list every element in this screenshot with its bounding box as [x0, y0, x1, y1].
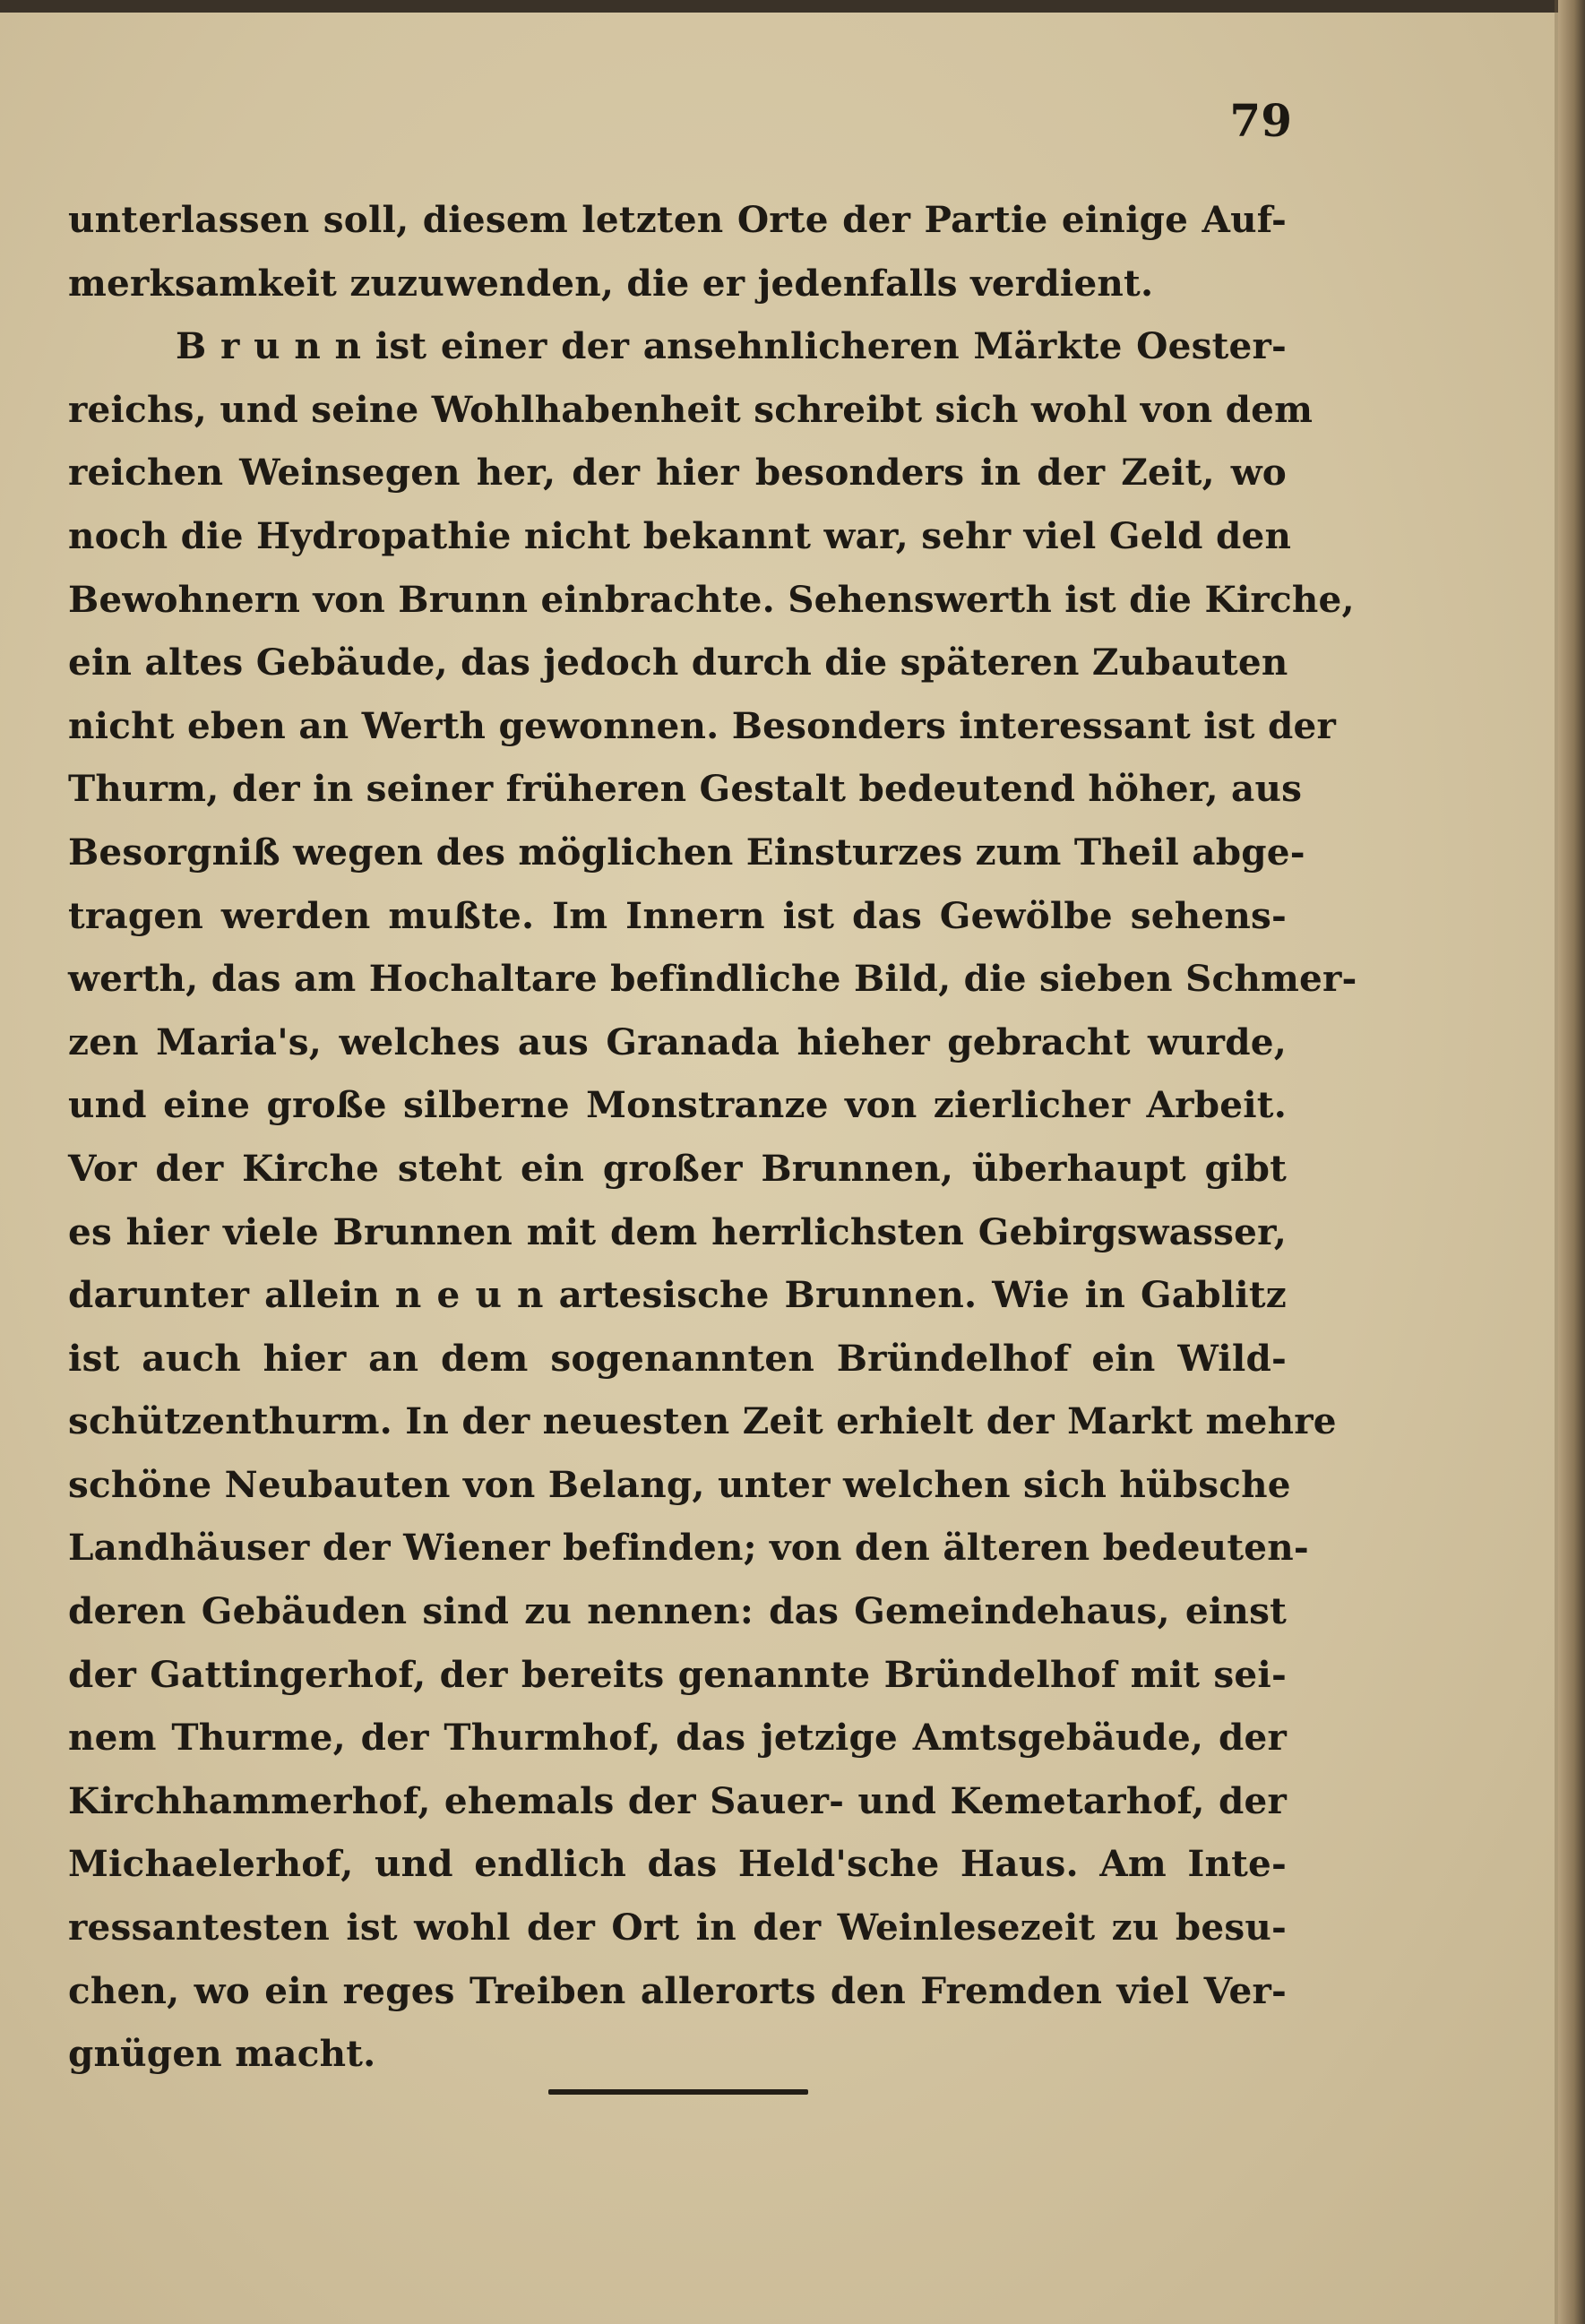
text-line: merksamkeit zuzuwenden, die er jedenfalls verdient. [68, 261, 1154, 305]
text-line: Besorgniß wegen des möglichen Einsturzes zum Theil abge- [68, 830, 1305, 874]
text-line: tragen werden mußte. Im Innern ist das Gewölbe sehens- [68, 893, 1287, 937]
text-line: darunter allein n e u n artesische Brunnen. Wie in Gablitz [68, 1273, 1287, 1317]
text-line: ist auch hier an dem sogenannten Bründelhof ein Wild- [68, 1336, 1287, 1380]
text-line: werth, das am Hochaltare befindliche Bild, die sieben Schmer- [68, 957, 1357, 1001]
text-line: es hier viele Brunnen mit dem herrlichsten Gebirgswasser, [68, 1209, 1287, 1253]
text-line: Vor der Kirche steht ein großer Brunnen, überhaupt gibt [68, 1146, 1287, 1190]
text-line: schützenthurm. In der neuesten Zeit erhielt der Markt mehre [68, 1399, 1337, 1443]
book-spine-edge [1558, 0, 1585, 2324]
scan-top-edge [0, 0, 1585, 13]
text-line: zen Maria's, welches aus Granada hieher gebracht wurde, [68, 1020, 1287, 1063]
text-line: reichs, und seine Wohlhabenheit schreibt sich wohl von dem [68, 387, 1314, 431]
section-divider-rule [548, 2089, 808, 2095]
text-line: noch die Hydropathie nicht bekannt war, sehr viel Geld den [68, 513, 1292, 557]
text-line: reichen Weinsegen her, der hier besonders in der Zeit, wo [68, 451, 1287, 495]
text-line: deren Gebäuden sind zu nennen: das Gemeindehaus, einst [68, 1589, 1287, 1633]
text-line: Bewohnern von Brunn einbrachte. Sehenswerth ist die Kirche, [68, 577, 1355, 621]
text-line: B r u n n ist einer der ansehnlicheren Märkte Oester- [176, 324, 1287, 368]
text-line: chen, wo ein reges Treiben allerorts den Fremden viel Ver- [68, 1968, 1287, 2012]
text-line: ein altes Gebäude, das jedoch durch die späteren Zubauten [68, 641, 1288, 684]
body-text [68, 188, 1357, 2086]
text-line: schöne Neubauten von Belang, unter welchen sich hübsche [68, 1462, 1291, 1506]
text-line: Landhäuser der Wiener befinden; von den älteren bedeuten- [68, 1526, 1309, 1570]
text-line: nicht eben an Werth gewonnen. Besonders interessant ist der [68, 703, 1337, 747]
page-number: 79 [1229, 94, 1292, 147]
text-line: Thurm, der in seiner früheren Gestalt bedeutend höher, aus [68, 767, 1303, 811]
text-line: nem Thurme, der Thurmhof, das jetzige Amtsgebäude, der [68, 1716, 1287, 1760]
text-line: unterlassen soll, diesem letzten Orte der Partie einige Auf- [68, 198, 1287, 241]
text-line: gnügen macht. [68, 2032, 376, 2076]
text-line: Michaelerhof, und endlich das Held'sche Haus. Am Inte- [68, 1842, 1287, 1886]
text-line: Kirchhammerhof, ehemals der Sauer- und Kemetarhof, der [68, 1778, 1287, 1822]
text-line: der Gattingerhof, der bereits genannte Bründelhof mit sei- [68, 1652, 1287, 1696]
text-line: ressantesten ist wohl der Ort in der Weinlesezeit zu besu- [68, 1906, 1287, 1950]
text-line: und eine große silberne Monstranze von zierlicher Arbeit. [68, 1083, 1287, 1127]
